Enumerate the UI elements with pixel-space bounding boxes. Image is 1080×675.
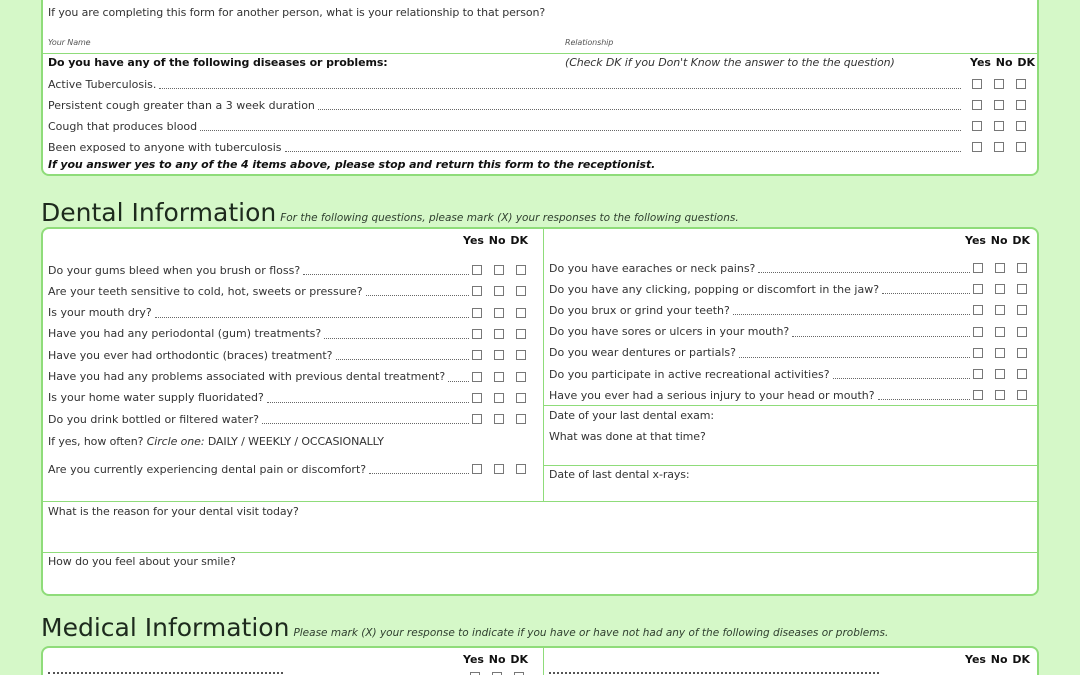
yes-no-dk-header-left: Yes No DK [463,234,529,247]
relationship-label: Relationship [565,38,614,47]
dental-row [549,387,1027,403]
frequency-prefix: If yes, how often? [48,435,144,448]
dk-checkbox[interactable] [1017,327,1027,337]
dk-checkbox[interactable] [516,265,526,275]
yes-checkbox[interactable] [472,464,482,474]
yes-checkbox[interactable] [973,348,983,358]
medical-subtitle: Please mark (X) your response to indicate if you have or have not had any of the following diseases or problems. [293,627,889,639]
no-checkbox[interactable] [994,79,1004,89]
dk-checkbox[interactable] [516,393,526,403]
screening-row [48,97,1026,113]
question-text: Do you drink bottled or filtered water? [48,412,259,426]
yes-checkbox[interactable] [973,263,983,273]
last-exam-label[interactable]: Date of your last dental exam: [549,409,715,422]
question-text: Do your gums bleed when you brush or floss? [48,263,301,277]
what-done-label[interactable]: What was done at that time? [549,430,706,443]
yes-checkbox[interactable] [472,265,482,275]
no-checkbox[interactable] [494,329,504,339]
dental-section-title [41,198,739,227]
dk-checkbox[interactable] [1016,100,1026,110]
yes-checkbox[interactable] [973,284,983,294]
dk-checkbox[interactable] [516,286,526,296]
dental-row [48,390,526,406]
question-text: Have you ever had orthodontic (braces) treatment? [48,348,333,362]
dk-checkbox[interactable] [1017,369,1027,379]
no-checkbox[interactable] [995,390,1005,400]
relationship-question: If you are completing this form for another person, what is your relationship to that person? [48,6,546,19]
divider [43,53,1037,54]
question-text: Persistent cough greater than a 3 week duration [48,98,315,112]
dk-checkbox[interactable] [1017,348,1027,358]
dk-checkbox[interactable] [516,308,526,318]
dot-leader [758,263,970,273]
yes-no-dk-header-right: Yes No DK [965,234,1031,247]
dot-leader [833,369,970,379]
question-text: Do you brux or grind your teeth? [549,303,730,317]
yes-checkbox[interactable] [472,350,482,360]
question-text: Do you have any clicking, popping or discomfort in the jaw? [549,282,880,296]
dental-title: Dental Information [41,198,277,227]
question-text: Been exposed to anyone with tuberculosis [48,140,282,154]
yes-checkbox[interactable] [472,372,482,382]
yes-checkbox[interactable] [472,393,482,403]
question-text: Do you wear dentures or partials? [549,346,736,360]
yes-checkbox[interactable] [472,308,482,318]
dk-checkbox[interactable] [1016,121,1026,131]
xray-label[interactable]: Date of last dental x-rays: [549,468,690,481]
no-checkbox[interactable] [994,121,1004,131]
dk-checkbox[interactable] [1017,284,1027,294]
dot-leader [159,79,961,89]
your-name-label: Your Name [48,38,91,47]
no-checkbox[interactable] [494,414,504,424]
medical-section-title [41,613,888,642]
yes-checkbox[interactable] [472,329,482,339]
no-checkbox[interactable] [494,393,504,403]
dot-leader [739,348,970,358]
dental-row [549,260,1027,276]
dk-checkbox[interactable] [516,350,526,360]
dot-leader [285,142,961,152]
question-text: Cough that produces blood [48,119,198,133]
dk-checkbox[interactable] [1016,79,1026,89]
no-checkbox[interactable] [994,100,1004,110]
no-checkbox[interactable] [994,142,1004,152]
dot-leader [200,121,961,131]
dental-row [48,461,526,477]
question-text: Have you had any periodontal (gum) treatments? [48,327,322,341]
medical-title: Medical Information [41,613,290,642]
dk-checkbox[interactable] [516,414,526,424]
yes-no-dk-header-right: Yes No DK [965,653,1031,666]
question-text: Have you ever had a serious injury to your head or mouth? [549,388,875,402]
frequency-question [48,435,384,448]
divider [43,501,1037,502]
no-checkbox[interactable] [995,284,1005,294]
dental-row [549,302,1027,318]
dental-row [549,324,1027,340]
dot-leader [878,390,970,400]
question-text: Is your mouth dry? [48,306,152,320]
pain-question: Are you currently experiencing dental pain or discomfort? [48,462,367,476]
yes-checkbox[interactable] [973,369,983,379]
yes-checkbox[interactable] [973,390,983,400]
dental-row [48,283,526,299]
screening-warning: If you answer yes to any of the 4 items above, please stop and return this form to the receptionist. [48,158,656,171]
reason-label[interactable]: What is the reason for your dental visit today? [48,505,299,518]
medical-panel [41,646,1039,675]
yes-checkbox[interactable] [972,79,982,89]
dot-leader [366,286,469,296]
dk-checkbox[interactable] [1017,305,1027,315]
column-divider [543,648,544,675]
divider [543,465,1037,466]
yes-no-dk-header-left: Yes No DK [463,653,529,666]
dental-row [48,262,526,278]
question-text: Is your home water supply fluoridated? [48,391,264,405]
dot-leader [267,393,469,403]
dot-leader [318,100,961,110]
yes-checkbox[interactable] [973,305,983,315]
dental-row [48,347,526,363]
dot-leader [336,350,469,360]
divider [43,552,1037,553]
no-checkbox[interactable] [995,263,1005,273]
dot-leader [369,464,469,474]
dk-note: (Check DK if you Don't Know the answer to the the question) [565,56,895,69]
no-checkbox[interactable] [494,372,504,382]
yes-checkbox[interactable] [972,100,982,110]
dental-panel [41,227,1039,596]
dk-checkbox[interactable] [516,372,526,382]
no-checkbox[interactable] [995,348,1005,358]
no-checkbox[interactable] [995,369,1005,379]
dot-leader [155,308,469,318]
dk-checkbox[interactable] [1017,390,1027,400]
yes-checkbox[interactable] [472,414,482,424]
dot-leader [733,305,970,315]
yes-checkbox[interactable] [972,121,982,131]
yes-no-dk-header: Yes No DK [970,56,1036,69]
dk-checkbox[interactable] [1016,142,1026,152]
no-checkbox[interactable] [494,265,504,275]
dot-leader [448,372,469,382]
column-divider [543,229,544,501]
dot-leader [303,265,469,275]
question-text: Do you have sores or ulcers in your mouth? [549,325,790,339]
screening-row [48,118,1026,134]
dental-row [48,369,526,385]
no-checkbox[interactable] [494,308,504,318]
smile-label[interactable]: How do you feel about your smile? [48,555,236,568]
screening-row [48,76,1026,92]
dot-leader [262,414,469,424]
dot-leader [792,327,970,337]
dental-row [549,281,1027,297]
no-checkbox[interactable] [494,286,504,296]
diseases-heading: Do you have any of the following diseases or problems: [48,56,388,69]
screening-panel [41,0,1039,176]
frequency-circle-label: Circle one: [146,435,205,448]
dental-subtitle: For the following questions, please mark (X) your responses to the following questions. [280,212,739,224]
yes-checkbox[interactable] [972,142,982,152]
yes-checkbox[interactable] [472,286,482,296]
dental-row [549,366,1027,382]
dot-leader [324,329,469,339]
dk-checkbox[interactable] [1017,263,1027,273]
yes-checkbox[interactable] [973,327,983,337]
question-text: Have you had any problems associated with previous dental treatment? [48,370,446,383]
no-checkbox[interactable] [995,305,1005,315]
question-text: Are your teeth sensitive to cold, hot, sweets or pressure? [48,284,363,298]
dot-leader [882,284,970,294]
frequency-options[interactable]: DAILY / WEEKLY / OCCASIONALLY [207,435,384,448]
dk-checkbox[interactable] [516,464,526,474]
dental-row [48,411,526,427]
question-text: Active Tuberculosis. [48,77,157,91]
question-text: Do you participate in active recreational activities? [549,367,830,381]
dental-row [48,305,526,321]
no-checkbox[interactable] [494,464,504,474]
dk-checkbox[interactable] [516,329,526,339]
dental-row [48,326,526,342]
dental-row [549,345,1027,361]
divider [543,405,1037,406]
no-checkbox[interactable] [494,350,504,360]
question-text: Do you have earaches or neck pains? [549,261,756,275]
screening-row [48,139,1026,155]
no-checkbox[interactable] [995,327,1005,337]
